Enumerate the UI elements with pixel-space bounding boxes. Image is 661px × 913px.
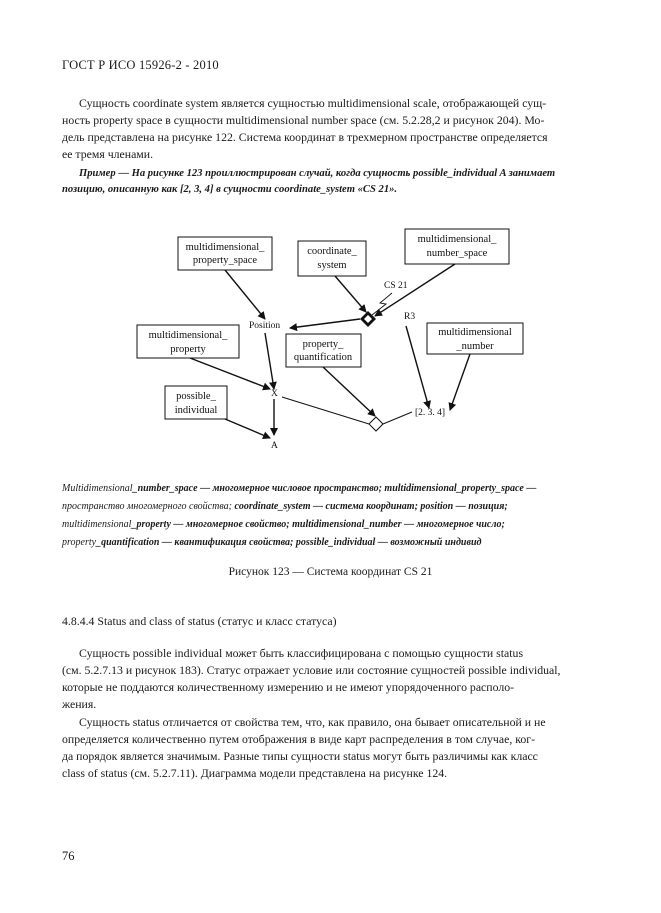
box-possible-individual [165, 386, 227, 419]
coordinate-system-diagram [0, 215, 661, 451]
svg-text:multidimensional_: multidimensional_ [148, 330, 228, 341]
page-header: ГОСТ Р ИСО 15926-2 - 2010 [62, 58, 219, 72]
svg-text:multidimensional: multidimensional [438, 327, 512, 338]
para-line: class of status (см. 5.2.7.11). Диаграмма модели представлена на рисунке 124. [62, 766, 448, 780]
link-node-vector [383, 412, 412, 424]
arrow-position-x [265, 333, 274, 389]
status-paragraph [62, 645, 599, 713]
svg-text:multidimensional_: multidimensional_ [417, 234, 497, 245]
figure-legend [62, 480, 599, 552]
intro-line: ее тремя членами. [62, 147, 154, 161]
para-line: Сущность status отличается от свойства тем, что, как правило, она бывает описательной и не [79, 715, 546, 729]
box-multidimensional-number [427, 323, 523, 354]
box-coordinate-system [298, 241, 366, 276]
svg-text:property_: property_ [302, 339, 344, 350]
example-line: Пример — На рисунке 123 проиллюстрирован случай, когда сущность possible_individual A занимает [79, 168, 556, 179]
status-difference-paragraph [62, 714, 599, 782]
svg-text:quantification: quantification [293, 352, 353, 363]
label-position: Position [249, 321, 281, 331]
legend-line: property_quantification — квантификация свойства; possible_individual — возможный индивид [62, 537, 482, 548]
arrow-pi-a [225, 419, 270, 438]
para-line: которые не поддаются количественному измерению и не имеют упорядоченного располо- [62, 680, 515, 694]
page-number: 76 [62, 849, 75, 863]
section-heading: 4.8.4.4 Status and class of status (статус и класс статуса) [62, 614, 337, 628]
svg-text:number_space: number_space [426, 248, 488, 259]
para-line: Сущность possible individual может быть классифицирована с помощью сущности status [79, 646, 524, 660]
arrow-r3-vector [406, 326, 429, 408]
svg-text:_number: _number [456, 341, 494, 352]
svg-text:property_space: property_space [192, 255, 258, 266]
arrow-mdn-vector [450, 354, 470, 410]
svg-text:multidimensional_: multidimensional_ [185, 242, 265, 253]
para-line: определяется количественно путем отображения в виде карт распределения в том случае, ког- [62, 732, 536, 746]
box-multidimensional-number-space [405, 229, 509, 264]
box-multidimensional-property [137, 325, 239, 358]
intro-line: дель представлена на рисунке 122. Система координат в трехмерном пространстве определяется [62, 130, 548, 144]
label-x: X [271, 389, 278, 399]
box-multidimensional-property-space [178, 237, 272, 270]
arrow-node-position [290, 319, 360, 328]
position-node [369, 417, 383, 431]
para-line: да порядок является значимым. Разные типы сущности status могут быть различимы как класс [62, 749, 538, 763]
intro-line: ность property space в сущности multidimensional number space (см. 5.2.28,2 и рисунок 204). Мо- [62, 113, 545, 127]
label-cs21: CS 21 [384, 281, 408, 291]
arrow-cs-node [335, 276, 366, 312]
label-r3: R3 [404, 312, 416, 322]
svg-text:property: property [170, 344, 206, 355]
legend-line: Multidimensional_number_space — многомерное числовое пространство; multidimensional_property_space — [62, 483, 537, 494]
example-line: позицию, описанную как [2, 3, 4] в сущности coordinate_system «CS 21». [62, 184, 398, 195]
svg-text:coordinate_: coordinate_ [307, 246, 357, 257]
para-line: (см. 5.2.7.13 и рисунок 183). Статус отражает условие или состояние сущностей possible individual, [62, 663, 561, 677]
svg-text:possible_: possible_ [176, 391, 216, 402]
svg-text:system: system [317, 260, 347, 271]
para-line: жения. [62, 697, 97, 711]
box-property-quantification [286, 334, 361, 367]
figure-caption: Рисунок 123 — Система координат CS 21 [228, 566, 433, 578]
arrow-mdp-x [190, 358, 270, 389]
label-vector: [2. 3. 4] [415, 408, 446, 418]
legend-line: multidimensional_property — многомерное свойство; multidimensional_number — многомерное число; [62, 519, 505, 530]
link-x-node [282, 397, 369, 424]
example-note [62, 166, 599, 198]
intro-line: Сущность coordinate system является сущностью multidimensional scale, отображающей сущ- [79, 96, 547, 110]
legend-line: пространство многомерного свойства; coordinate_system — система координат; position — позиция; [62, 501, 508, 512]
svg-text:individual: individual [174, 405, 218, 416]
arrow-mdps-position [225, 270, 265, 319]
label-a: A [271, 441, 278, 451]
arrow-pq-node [323, 367, 375, 416]
intro-paragraph [62, 95, 599, 163]
